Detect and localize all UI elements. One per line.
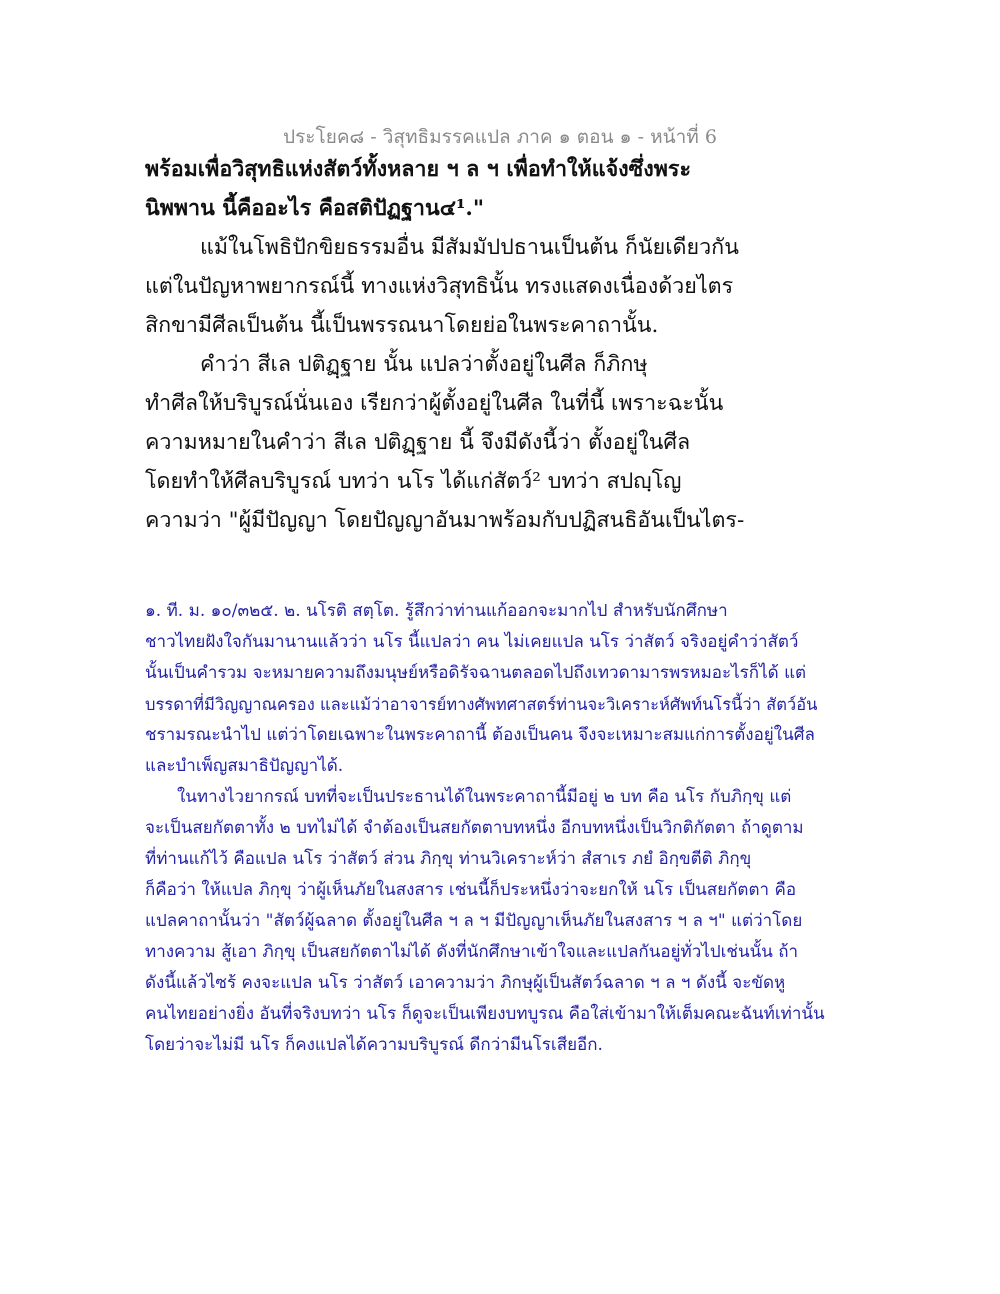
footnote-line-2: ชาวไทยฝังใจกันมานานแล้วว่า นโร นี้แปลว่า คน ไม่เคยแปล นโร ว่าสัตว์ จริงอยู่คำว่าสัตว์ bbox=[145, 632, 799, 652]
text-line-7: ทำศีลให้บริบูรณ์นั่นเอง เรียกว่าผู้ตั้งอยู่ในศีล ในที่นี้ เพราะฉะนั้น bbox=[145, 391, 724, 416]
main-text bbox=[145, 150, 885, 540]
text-line-5: สิกขามีศีลเป็นต้น นี้เป็นพรรณนาโดยย่อในพระคาถานั้น. bbox=[145, 313, 659, 338]
footnote-line-3: นั้นเป็นคำรวม จะหมายความถึงมนุษย์หรือดิรัจฉานตลอดไปถึงเทวดามารพรหมอะไรก็ได้ แต่ bbox=[145, 663, 807, 683]
text-line-8: ความหมายในคำว่า สีเล ปติฏฺฐาย นี้ จึงมีดังนี้ว่า ตั้งอยู่ในศีล bbox=[145, 430, 691, 455]
footnote-line-13: ดังนี้แล้วไซร้ คงจะแปล นโร ว่าสัตว์ เอาความว่า ภิกษุผู้เป็นสัตว์ฉลาด ฯ ล ฯ ดังนี้ จะขัดหู bbox=[145, 973, 786, 993]
text-line-6: คำว่า สีเล ปติฏฺฐาย นั้น แปลว่าตั้งอยู่ในศีล ก็ภิกษุ bbox=[200, 352, 648, 377]
text-line-9: โดยทำให้ศีลบริบูรณ์ บทว่า นโร ได้แก่สัตว์² บทว่า สปญฺโญ bbox=[145, 469, 682, 494]
footnote-line-14: คนไทยอย่างยิ่ง อันที่จริงบทว่า นโร ก็ดูจะเป็นเพียงบทบูรณ คือใส่เข้ามาให้เต็มคณะฉันท์เท่านั้น bbox=[145, 1004, 825, 1024]
footnote-line-6: และบำเพ็ญสมาธิปัญญาได้. bbox=[145, 756, 344, 776]
running-header: ประโยค๘ - วิสุทธิมรรคแปล ภาค ๑ ตอน ๑ - หน้าที่ 6 bbox=[283, 126, 717, 148]
text-line-10: ความว่า "ผู้มีปัญญา โดยปัญญาอันมาพร้อมกับปฏิสนธิอันเป็นไตร- bbox=[145, 508, 745, 533]
footnotes bbox=[145, 596, 835, 1061]
text-line-3: แม้ในโพธิปักขิยธรรมอื่น มีสัมมัปปธานเป็นต้น ก็นัยเดียวกัน bbox=[200, 235, 739, 260]
footnote-line-10: ก็คือว่า ให้แปล ภิกฺขุ ว่าผู้เห็นภัยในสงสาร เช่นนี้ก็ประหนึ่งว่าจะยกให้ นโร เป็นสยกัตตา คือ bbox=[145, 880, 797, 900]
text-line-1: พร้อมเพื่อวิสุทธิแห่งสัตว์ทั้งหลาย ฯ ล ฯ เพื่อทำให้แจ้งซึ่งพระ bbox=[145, 157, 692, 182]
footnote-line-7: ในทางไวยากรณ์ บทที่จะเป็นประธานได้ในพระคาถานี้มีอยู่ ๒ บท คือ นโร กับภิกฺขุ แต่ bbox=[177, 787, 792, 807]
footnote-line-1: ๑. ที. ม. ๑๐/๓๒๕. ๒. นโรติ สตฺโต. รู้สึกว่าท่านแก้ออกจะมากไป สำหรับนักศึกษา bbox=[145, 601, 728, 621]
footnote-line-9: ที่ท่านแก้ไว้ คือแปล นโร ว่าสัตว์ ส่วน ภิกฺขุ ท่านวิเคราะห์ว่า สํสาเร ภยํ อิกฺขตีติ ภิกฺขุ bbox=[145, 849, 752, 869]
footnote-line-8: จะเป็นสยกัตตาทั้ง ๒ บทไม่ได้ จำต้องเป็นสยกัตตาบทหนึ่ง อีกบทหนึ่งเป็นวิกติกัตตา ถ้าดูตาม bbox=[145, 818, 804, 838]
text-line-2: นิพพาน นี้คืออะไร คือสติปัฏฐาน๔¹." bbox=[145, 196, 485, 221]
text-line-4: แต่ในปัญหาพยากรณ์นี้ ทางแห่งวิสุทธินั้น ทรงแสดงเนื่องด้วยไตร bbox=[145, 274, 734, 299]
footnote-line-5: ชรามรณะนำไป แต่ว่าโดยเฉพาะในพระคาถานี้ ต้องเป็นคน จึงจะเหมาะสมแก่การตั้งอยู่ในศีล bbox=[145, 725, 815, 745]
footnote-line-4: บรรดาที่มีวิญญาณครอง และแม้ว่าอาจารย์ทางศัพทศาสตร์ท่านจะวิเคราะห์ศัพท์นโรนี้ว่า สัตว์อัน bbox=[145, 695, 818, 714]
footnote-line-15: โดยว่าจะไม่มี นโร ก็คงแปลได้ความบริบูรณ์ ดีกว่ามีนโรเสียอีก. bbox=[145, 1035, 603, 1055]
footnote-line-12: ทางความ สู้เอา ภิกฺขุ เป็นสยกัตตาไม่ได้ ดังที่นักศึกษาเข้าใจและแปลกันอยู่ทั่วไปเช่นนั้น ถ้า bbox=[145, 942, 799, 962]
footnote-line-11: แปลคาถานั้นว่า "สัตว์ผู้ฉลาด ตั้งอยู่ในศีล ฯ ล ฯ มีปัญญาเห็นภัยในสงสาร ฯ ล ฯ" แต่ว่าโดย bbox=[145, 911, 803, 931]
